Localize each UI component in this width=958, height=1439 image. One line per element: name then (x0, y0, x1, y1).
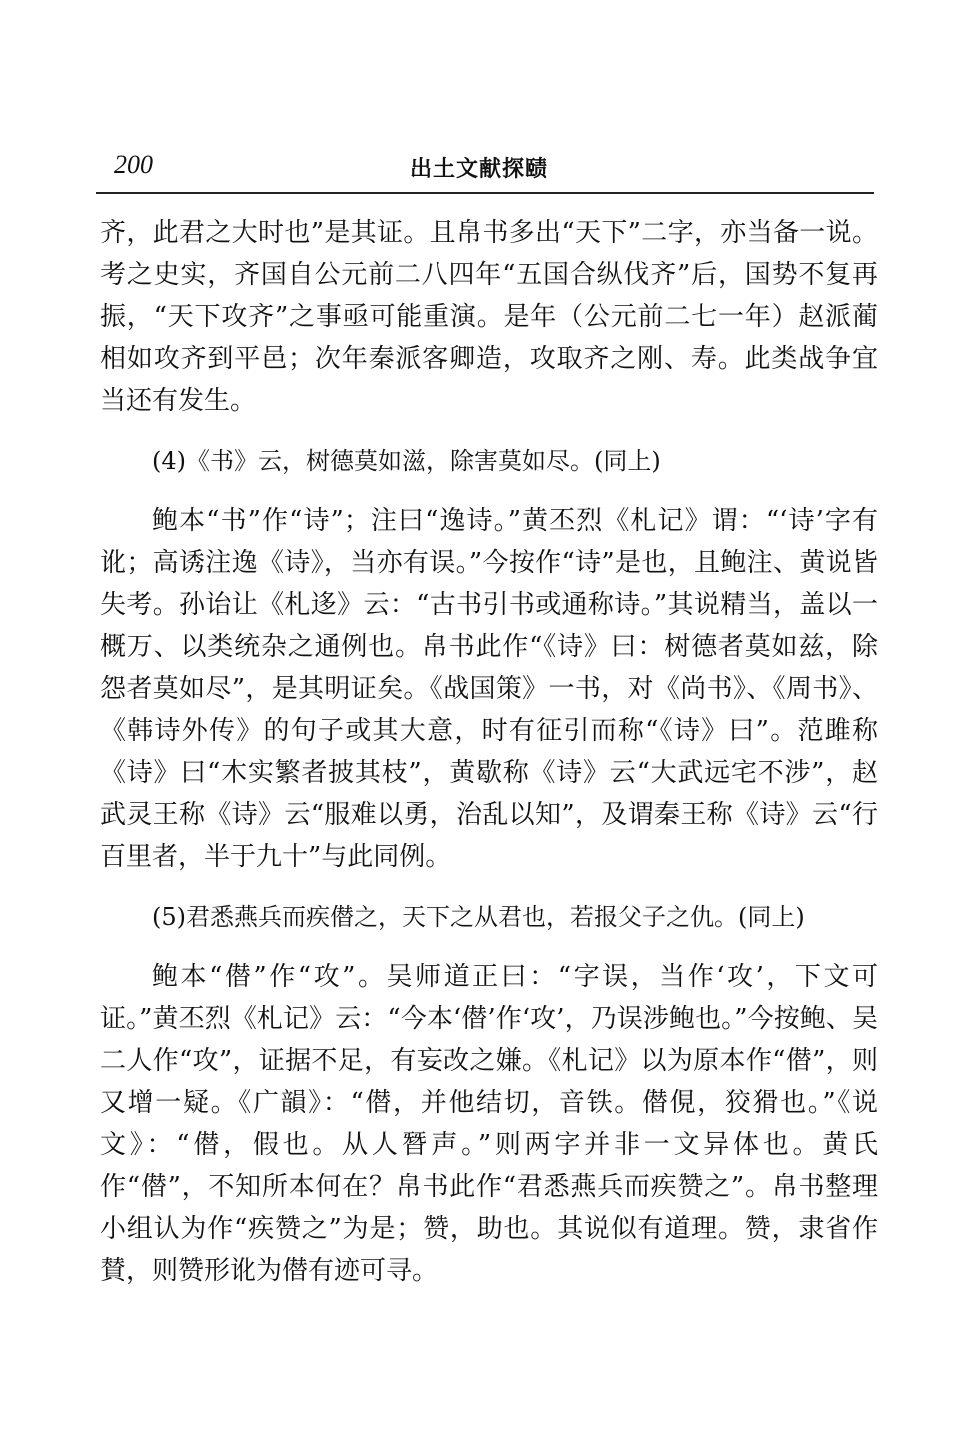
commentary-paragraph-4: 鲍本“书”作“诗”；注曰“逸诗。”黄丕烈《札记》谓：“‘诗’字有讹；高诱注逸《诗》，当亦有误。”今按作“诗”是也，且鲍注、黄说皆失考。孙诒让《札迻》云：“古书引书或通称诗。”其说精当，盖以一概万、以类统杂之通例也。帛书此作“《诗》曰：树德者莫如兹，除怨者莫如尽”，是其明证矣。《战国策》一书，对《尚书》、《周书》、《韩诗外传》的句子或其大意，时有征引而称“《诗》曰”。范雎称《诗》曰“木实繁者披其枝”，黄歇称《诗》云“大武远宅不涉”，赵武灵王称《诗》云“服难以勇，治乱以知”，及谓秦王称《诗》云“行百里者，半于九十”与此同例。 (100, 506, 878, 872)
page-number: 200 (114, 150, 153, 179)
paragraph-continuation: 齐，此君之大时也”是其证。且帛书多出“天下”二字，亦当备一说。考之史实，齐国自公元前二八四年“五国合纵伐齐”后，国势不复再振，“天下攻齐”之事亟可能重演。是年（公元前二七一年）赵派蔺相如攻齐到平邑；次年秦派客卿造，攻取齐之刚、寿。此类战争宜当还有发生。 (100, 218, 878, 416)
quoted-passage-4: (4)《书》云，树德莫如滋，除害莫如尽。(同上) (152, 447, 661, 475)
body-text (100, 212, 878, 1292)
commentary-paragraph-5: 鲍本“僣”作“攻”。吴师道正曰：“字误，当作‘攻’，下文可证。”黄丕烈《札记》云：“今本‘僣’作‘攻’，乃误涉鲍也。”今按鲍、吴二人作“攻”，证据不足，有妄改之嫌。《札记》以为原本作“僣”，则又增一疑。《广韻》：“僣，并他结切，音铁。僣俔，狡猾也。”《说文》：“僣，假也。从人朁声。”则两字并非一文异体也。黄氏作“僣”，不知所本何在？帛书此作“君悉燕兵而疾赞之”。帛书整理小组认为作“疾赞之”为是；赞，助也。其说似有道理。赞，隶省作賛，则赞形讹为僣有迹可寻。 (100, 962, 878, 1286)
quoted-passage-5: (5)君悉燕兵而疾僣之，天下之从君也，若报父子之仇。(同上) (152, 903, 805, 931)
running-title: 出土文献探赜 (410, 157, 549, 182)
header-rule (96, 192, 874, 194)
